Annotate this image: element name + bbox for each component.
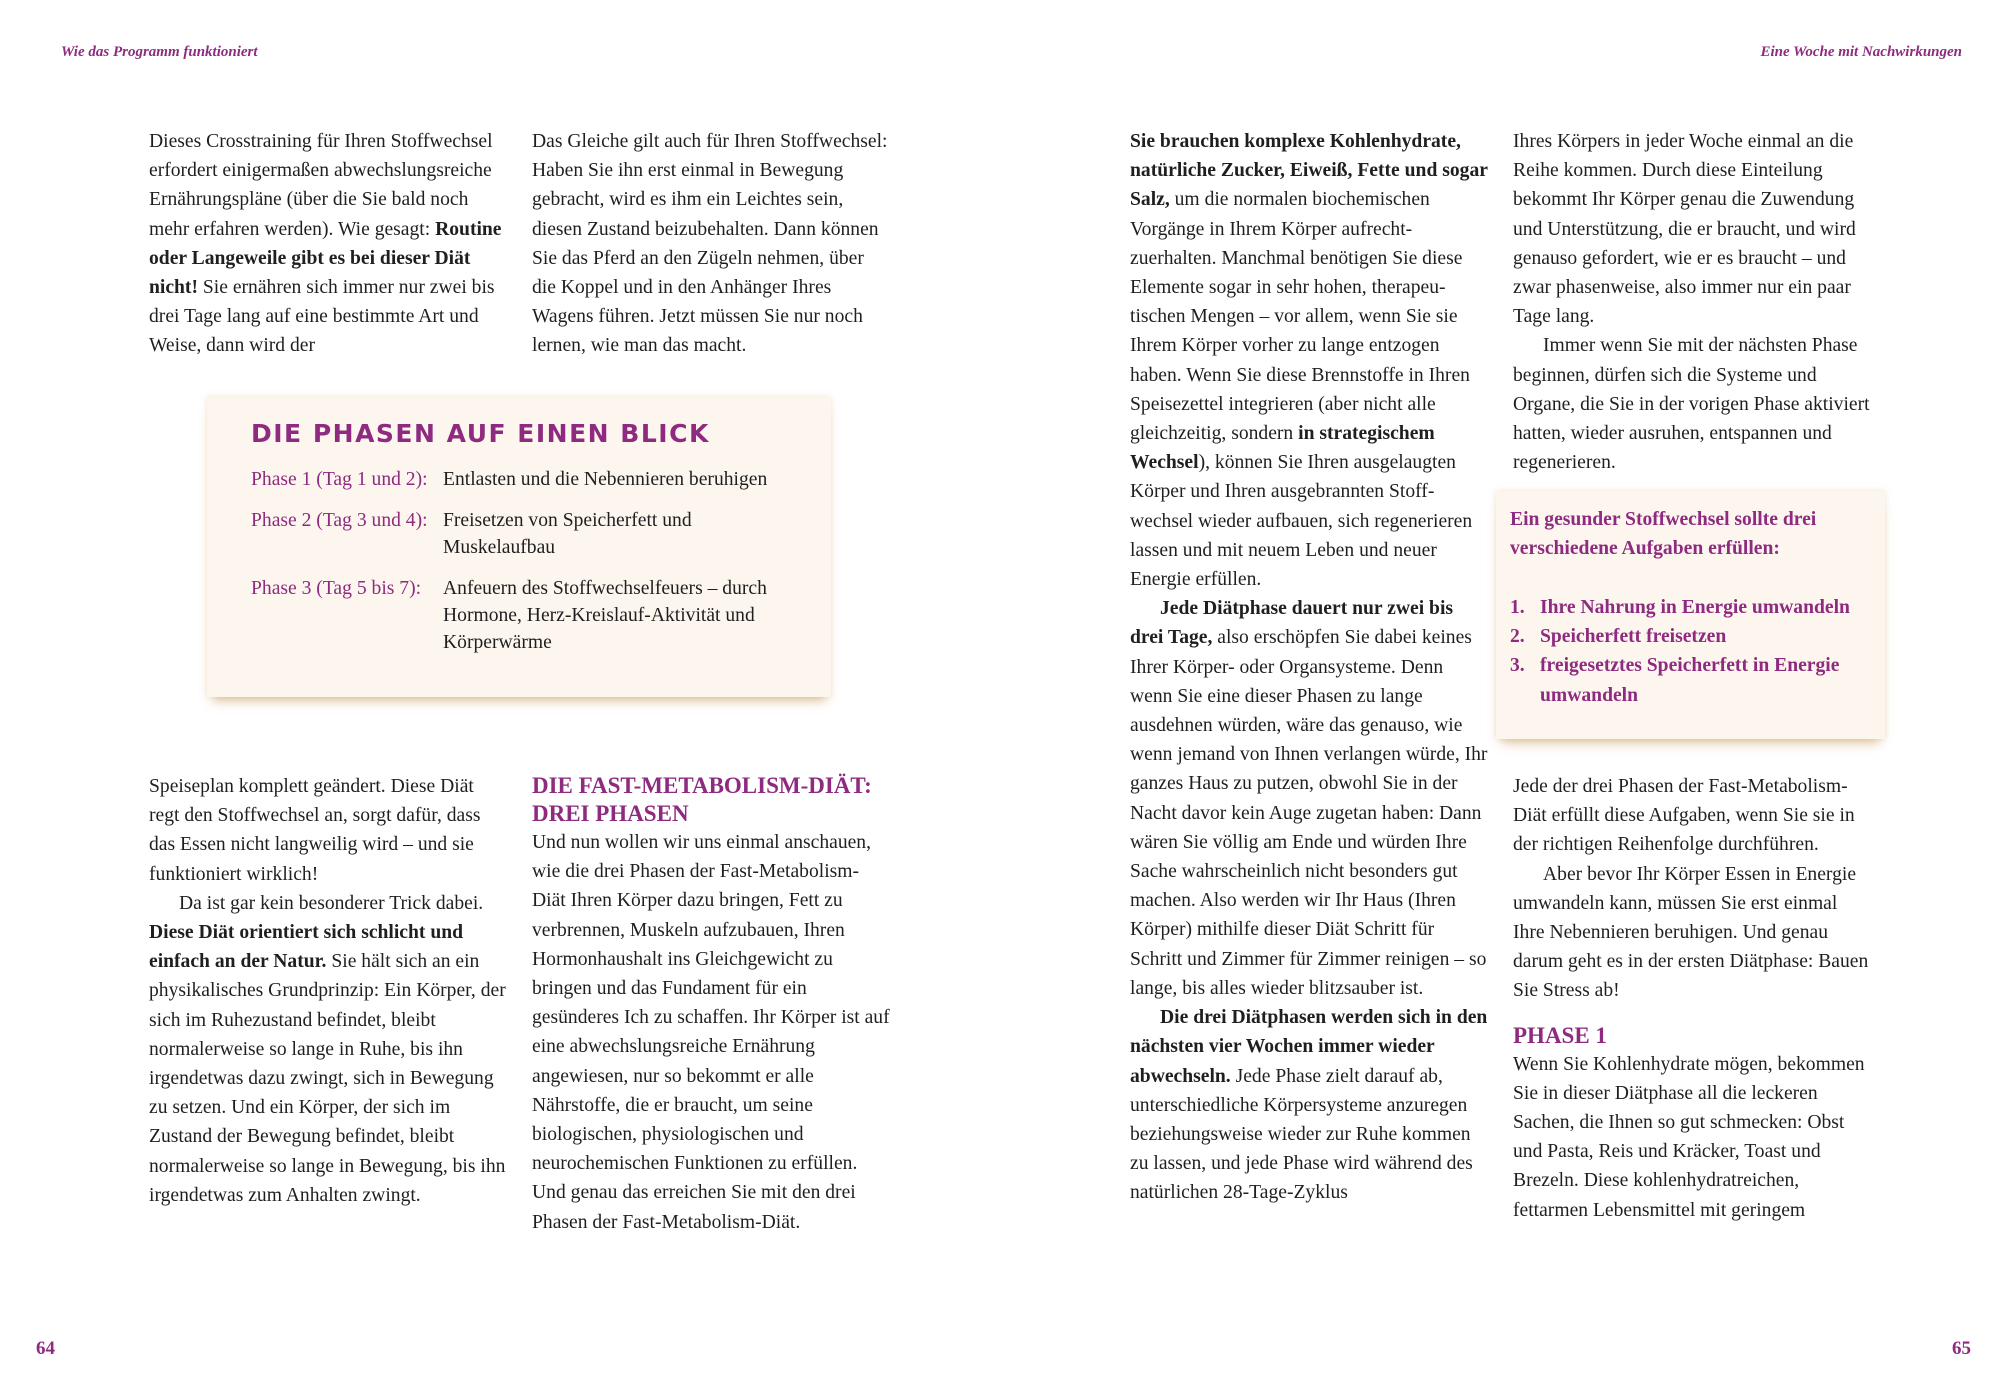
list-item: 2. Speicherfett freisetzen (1510, 626, 1727, 648)
paragraph: Das Gleiche gilt auch für Ihren Stoffwechsel: Haben Sie ihn erst einmal in Bewegung gebracht, wird es ihm ein Leichtes sein, diesen Zustand beizubehalten. Dann können Sie das Pferd an den Zügeln nehmen, über die Koppel und in den Anhänger Ihres Wagens führen. Jetzt müssen Sie nur noch lernen, wie man das macht. (532, 131, 888, 357)
phases-overview-box (207, 397, 831, 697)
phases-table (251, 466, 803, 670)
paragraph: Speiseplan komplett geändert. Diese Diät regt den Stoffwechsel an, sorgt dafür, dass das Essen nicht langweilig wird – und sie funktioniert wirklich! (149, 776, 481, 885)
tasks-list (1510, 593, 1870, 710)
section-heading: DIE FAST-METABOLISM-DIÄT: DREI PHASEN (532, 773, 872, 826)
p64-col2-top (532, 127, 892, 361)
paragraph: Immer wenn Sie mit der nächsten Phase beginnen, dürfen sich die Systeme und Organe, die Sie in der vorigen Phase aktiviert hatten, wieder ausruhen, entspannen und regenerieren. (1513, 335, 1870, 474)
list-item: 3. freigesetztes Speicherfett in Energie umwandeln (1510, 655, 1840, 706)
paragraph: Dieses Crosstraining für Ihren Stoffwechsel erfordert einigermaßen abwechslungsreiche Ernährungspläne (über die Sie bald noch mehr erfahren werden). Wie gesagt: Routine oder Langeweile gibt es bei dieser Diät nicht! Sie ernähren sich immer nur zwei bis drei Tage lang auf eine bestimmte Art und Weise, dann wird der (149, 131, 502, 357)
p65-col1 (1130, 127, 1490, 1208)
paragraph: Da ist gar kein besonderer Trick dabei. Diese Diät orientiert sich schlicht und einfach an der Natur. Sie hält sich an ein physikalisches Grundprinzip: Ein Körper, der sich im Ruhezustand befindet, bleibt normalerweise so lange in Ruhe, bis ihn irgendetwas dazu zwingt, sich in Bewegung zu setzen. Und ein Körper, der sich im Zustand der Bewegung befindet, bleibt normalerweise so lange in Bewegung, bis ihn irgendetwas zum Anhalten zwingt. (149, 892, 506, 1206)
paragraph: Wenn Sie Kohlenhydrate mögen, bekommen Sie in dieser Diätphase all die leckeren Sachen, die Ihnen so gut schmecken: Obst und Pasta, Reis und Kräcker, Toast und Brezeln. Diese kohlenhydratreichen, fettarmen Lebensmittel mit geringem (1513, 1053, 1865, 1221)
paragraph: Sie brauchen komplexe Kohlenhydrate, natürliche Zucker, Eiweiß, Fette und sogar Salz, um die normalen biochemischen Vorgänge in Ihrem Körper aufrechtzuerhalten. Manchmal benötigen Sie diese Elemente sogar in sehr hohen, therapeutischen Mengen – vor allem, wenn Sie sie Ihrem Körper vorher zu lange entzogen haben. Wenn Sie diese Brennstoffe in Ihren Speisezettel integrieren (aber nicht alle gleichzeitig, sondern in strategischem Wechsel), können Sie Ihren ausgelaugten Körper und Ihren ausgebrannten Stoffwechsel wieder aufbauen, sich regenerieren lassen und mit neuem Leben und neuer Energie erfüllen. (1130, 131, 1488, 591)
list-item: 1. Ihre Nahrung in Energie umwandeln (1510, 597, 1850, 618)
p65-col2-bottom (1513, 772, 1873, 1225)
running-header-right: Eine Woche mit Nachwirkungen (1760, 44, 1962, 60)
phase-row (251, 575, 803, 670)
p65-col2-top (1513, 127, 1873, 477)
p64-col1-bottom (149, 772, 509, 1210)
paragraph: Jede Diätphase dauert nur zwei bis drei Tage, also erschöpfen Sie dabei keines Ihrer Körper- oder Organsysteme. Denn wenn Sie eine dieser Phasen zu lange ausdehnen würden, wäre das genauso, wie wenn jemand von Ihnen verlangen würde, Ihr ganzes Haus zu putzen, obwohl Sie in der Nacht davor kein Auge zugetan haben: Dann wären Sie völlig am Ende und würden Ihre Sache wahrscheinlich nicht besonders gut machen. Also werden wir Ihr Haus (Ihren Körper) mithilfe dieser Diät Schritt für Schritt und Zimmer für Zimmer reinigen – so lange, bis alles wieder blitzsauber ist. (1130, 598, 1488, 999)
p64-col1-top (149, 127, 509, 361)
running-header-left: Wie das Programm funktioniert (61, 44, 258, 60)
phase-description: Entlasten und die Nebennieren beruhigen (443, 469, 768, 490)
p64-col2-bottom (532, 772, 892, 1237)
paragraph: Ihres Körpers in jeder Woche einmal an die Reihe kommen. Durch diese Einteilung bekommt Ihr Körper genau die Zuwendung und Unterstützung, die er braucht, und wird genauso gefordert, wie er es braucht – und zwar phasenweise, also immer nur ein paar Tage lang. (1513, 131, 1856, 328)
paragraph: Aber bevor Ihr Körper Essen in Energie umwandeln kann, müssen Sie erst einmal Ihre Nebennieren beruhigen. Und genau darum geht es in der ersten Diätphase: Bauen Sie Stress ab! (1513, 863, 1869, 1002)
paragraph: Jede der drei Phasen der Fast-Metabolism-Diät erfüllt diese Aufgaben, wenn Sie sie in der richtigen Reihenfolge durchführen. (1513, 776, 1855, 856)
page-number-left: 64 (36, 1338, 55, 1359)
phase-description: Anfeuern des Stoffwechselfeuers – durch Hormone, Herz-Kreislauf-Aktivität und Körperwärme (443, 578, 767, 653)
paragraph: Und nun wollen wir uns einmal anschauen, wie die drei Phasen der Fast-Metabolism-Diät Ihren Körper dazu bringen, Fett zu verbrennen, Muskeln aufzubauen, Ihren Hormonhaushalt ins Gleichgewicht zu bringen und das Fundament für ein gesünderes Ich zu schaffen. Ihr Körper ist auf eine abwechslungsreiche Ernährung angewiesen, nur so bekommt er alle Nährstoffe, die er braucht, um seine biologischen, physiologischen und neurochemischen Funktionen zu erfüllen. Und genau das erreichen Sie mit den drei Phasen der Fast-Metabolism-Diät. (532, 832, 890, 1233)
paragraph: Die drei Diätphasen werden sich in den nächsten vier Wochen immer wieder abwechseln. Jede Phase zielt darauf ab, unterschiedliche Körpersysteme anzuregen beziehungsweise wieder zur Ruhe kommen zu lassen, und jede Phase wird während des natürlichen 28-Tage-Zyklus (1130, 1007, 1488, 1204)
box-title: DIE PHASEN AUF EINEN BLICK (251, 419, 710, 448)
metabolism-tasks-box (1496, 491, 1885, 739)
box-intro: Ein gesunder Stoffwechsel sollte drei verschiedene Aufgaben erfüllen: (1510, 509, 1817, 560)
phase-label: Phase 1 (Tag 1 und 2): (251, 469, 428, 490)
section-heading: PHASE 1 (1513, 1022, 1607, 1048)
phase-label: Phase 2 (Tag 3 und 4): (251, 510, 428, 531)
phase-label: Phase 3 (Tag 5 bis 7): (251, 578, 422, 599)
phase-row (251, 466, 803, 507)
phase-row (251, 507, 803, 575)
page-number-right: 65 (1952, 1338, 1971, 1359)
phase-description: Freisetzen von Speicherfett und Muskelaufbau (443, 510, 692, 558)
